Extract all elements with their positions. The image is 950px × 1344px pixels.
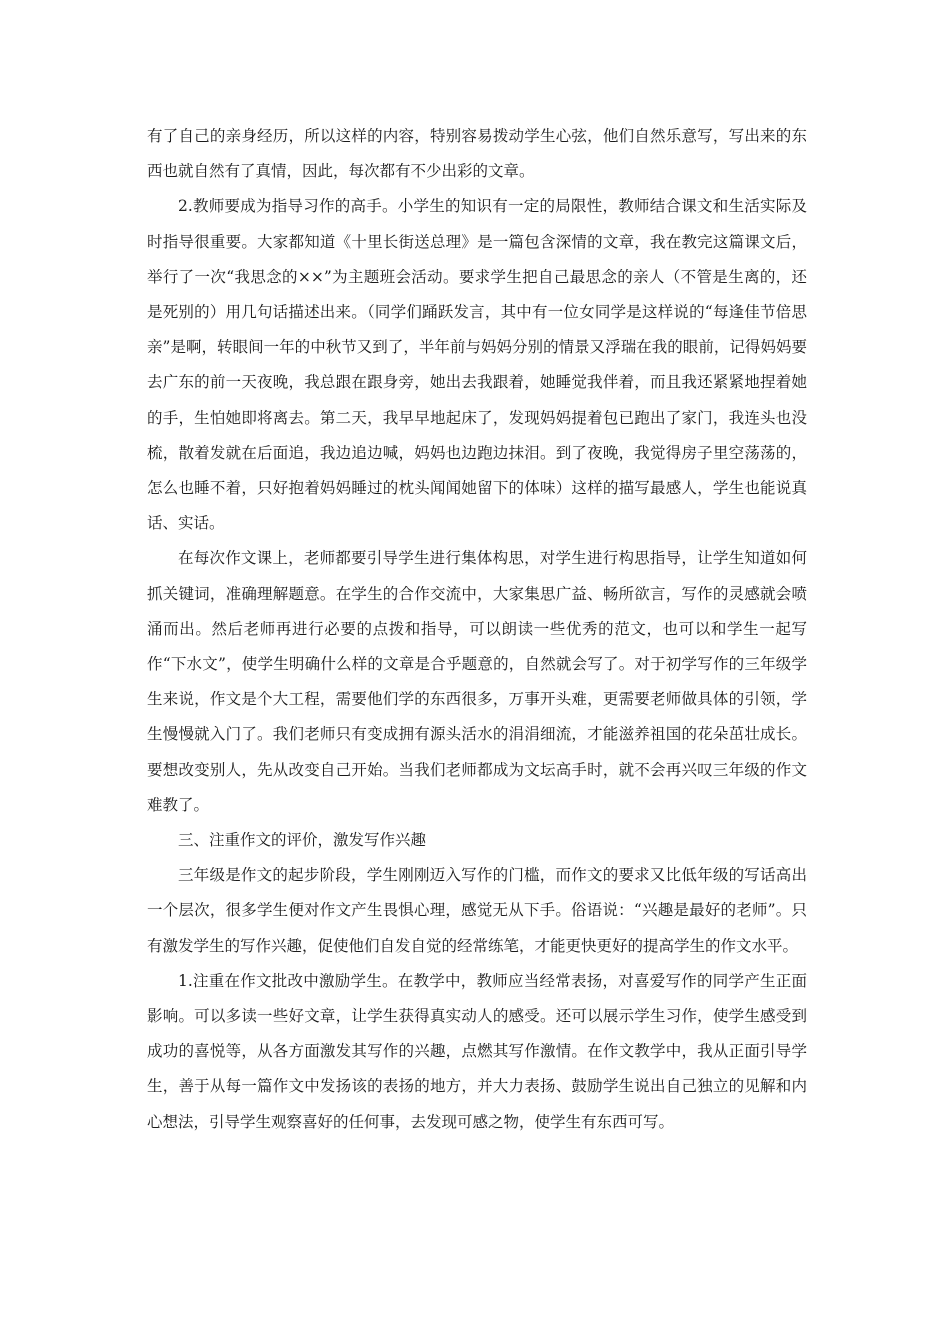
paragraph-encourage-students: 1.注重在作文批改中激励学生。在教学中，教师应当经常表扬，对喜爱写作的同学产生正面影响。可以多读一些好文章，让学生获得真实动人的感受。还可以展示学生习作，使学生感受到成功的喜悦等，从各方面激发其写作的兴趣，点燃其写作激情。在作文教学中，我从正面引导学生，善于从每一篇作文中发扬该的表扬的地方，并大力表扬、鼓励学生说出自己独立的见解和内心想法，引导学生观察喜好的任何事，去发现可感之物，使学生有东西可写。 [147, 971, 807, 1131]
paragraph-writing-interest: 三年级是作文的起步阶段，学生刚刚迈入写作的门槛，而作文的要求又比低年级的写话高出一个层次，很多学生便对作文产生畏惧心理，感觉无从下手。俗语说：“兴趣是最好的老师”。只有激发学生的写作兴趣，促使他们自发自觉的经常练笔，才能更快更好的提高学生的作文水平。 [147, 866, 807, 955]
document-body [147, 119, 807, 1140]
paragraph-teacher-guidance: 2.教师要成为指导习作的高手。小学生的知识有一定的局限性，教师结合课文和生活实际及时指导很重要。大家都知道《十里长街送总理》是一篇包含深情的文章，我在教完这篇课文后，举行了一次“我思念的××”为主题班会活动。要求学生把自己最思念的亲人（不管是生离的，还是死别的）用几句话描述出来。（同学们踊跃发言，其中有一位女同学是这样说的“每逢佳节倍思亲”是啊，转眼间一年的中秋节又到了，半年前与妈妈分别的情景又浮瑞在我的眼前，记得妈妈要去广东的前一天夜晚，我总跟在跟身旁，她出去我跟着，她睡觉我伴着，而且我还紧紧地捏着她的手，生怕她即将离去。第二天，我早早地起床了，发现妈妈提着包已跑出了家门，我连头也没梳，散着发就在后面追，我边追边喊，妈妈也边跑边抹泪。到了夜晚，我觉得房子里空荡荡的，怎么也睡不着，只好抱着妈妈睡过的枕头闻闻她留下的体味）这样的描写最感人，学生也能说真话、实话。 [147, 197, 807, 533]
paragraph-composition-class: 在每次作文课上，老师都要引导学生进行集体构思，对学生进行构思指导，让学生知道如何抓关键词，准确理解题意。在学生的合作交流中，大家集思广益、畅所欲言，写作的灵感就会喷涌而出。然后老师再进行必要的点拨和指导，可以朗读一些优秀的范文，也可以和学生一起写作“下水文”，使学生明确什么样的文章是合乎题意的，自然就会写了。对于初学写作的三年级学生来说，作文是个大工程，需要他们学的东西很多，万事开头难，更需要老师做具体的引领，学生慢慢就入门了。我们老师只有变成拥有源头活水的涓涓细流，才能滋养祖国的花朵茁壮成长。要想改变别人，先从改变自己开始。当我们老师都成为文坛高手时，就不会再兴叹三年级的作文难教了。 [147, 549, 807, 814]
paragraph-continuation: 有了自己的亲身经历，所以这样的内容，特别容易拨动学生心弦，他们自然乐意写，写出来的东西也就自然有了真情，因此，每次都有不少出彩的文章。 [147, 127, 807, 181]
section-heading-evaluation: 三、注重作文的评价，激发写作兴趣 [178, 831, 427, 850]
